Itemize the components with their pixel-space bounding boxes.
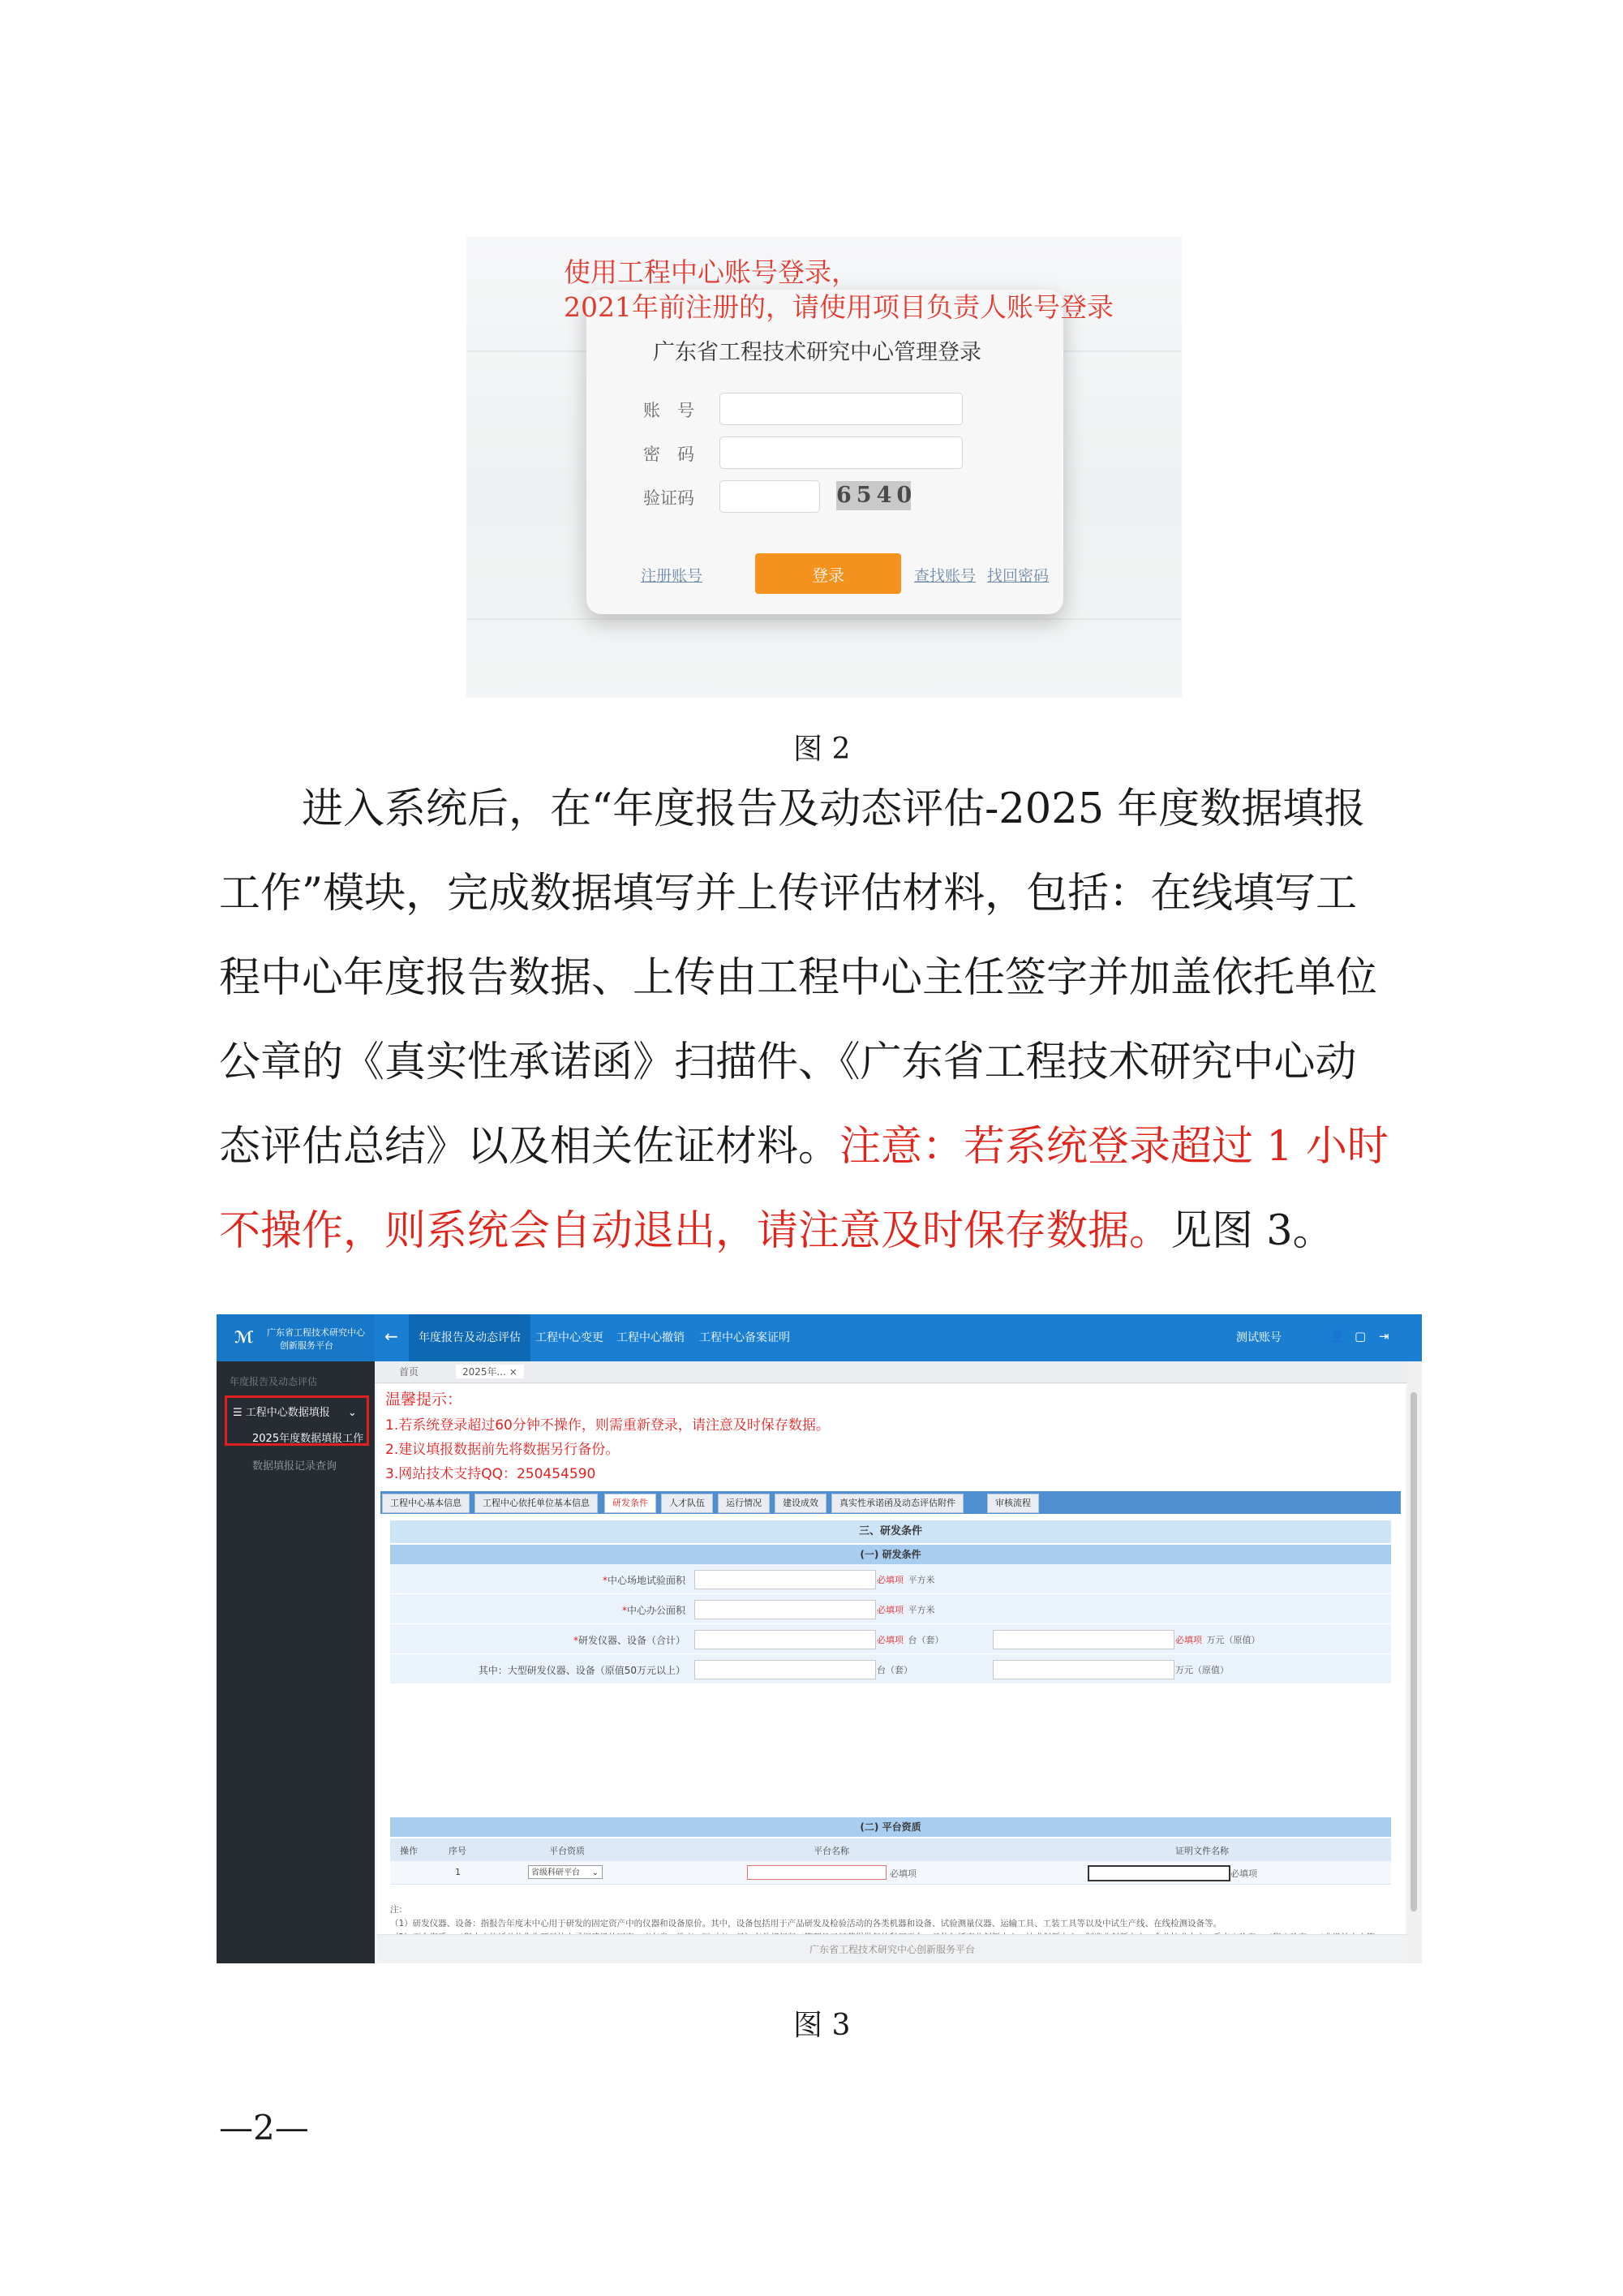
table-row bbox=[390, 1861, 1391, 1885]
field-label-equipment-total: *研发仪器、设备（合计） bbox=[573, 1635, 685, 1646]
col-seq: 序号 bbox=[449, 1846, 466, 1856]
figure-3-caption: 图 3 bbox=[793, 2009, 851, 2042]
login-title: 广东省工程技术研究中心管理登录 bbox=[653, 340, 981, 365]
login-annotation-2: 2021年前注册的，请使用项目负责人账号登录 bbox=[564, 291, 1114, 323]
subsection-rd-title: (一) 研发条件 bbox=[390, 1545, 1391, 1564]
platform-name-input[interactable] bbox=[747, 1865, 887, 1880]
field-label-large-equipment: 其中：大型研发仪器、设备（原值50万元以上） bbox=[478, 1665, 685, 1676]
tab-host-unit-info[interactable]: 工程中心依托单位基本信息 bbox=[474, 1494, 598, 1513]
nav-center-change[interactable]: 工程中心变更 bbox=[535, 1331, 603, 1344]
user-icon[interactable]: 👤 bbox=[1330, 1329, 1346, 1344]
recover-password-link[interactable]: 找回密码 bbox=[987, 567, 1050, 585]
sidebar-section-title: 年度报告及动态评估 bbox=[230, 1376, 318, 1387]
scrollbar-thumb[interactable] bbox=[1410, 1392, 1417, 1911]
equipment-count-input[interactable] bbox=[694, 1630, 876, 1649]
tab-center-basic-info[interactable]: 工程中心基本信息 bbox=[382, 1494, 470, 1513]
login-annotation-1: 使用工程中心账号登录， bbox=[564, 256, 858, 288]
notes-title: 注： bbox=[390, 1905, 407, 1915]
section-title: 三、研发条件 bbox=[390, 1520, 1391, 1543]
logo-icon: ℳ bbox=[234, 1327, 254, 1347]
col-platform-qualification: 平台资质 bbox=[549, 1846, 585, 1856]
platform-name-required: 必填项 bbox=[890, 1868, 917, 1879]
page-number: —2— bbox=[219, 2108, 309, 2148]
office-area-input[interactable] bbox=[694, 1600, 876, 1619]
page-tab-strip bbox=[375, 1361, 1407, 1383]
field-label-office-area: *中心办公面积 bbox=[621, 1605, 685, 1616]
register-link[interactable]: 注册账号 bbox=[641, 567, 703, 585]
system-screenshot bbox=[217, 1314, 1422, 1963]
paragraph-line-5 bbox=[219, 1123, 1389, 1172]
form-row bbox=[390, 1564, 1391, 1594]
screen-icon[interactable]: ▢ bbox=[1355, 1329, 1367, 1344]
equipment-value-hint: 必填项 万元（原值） bbox=[1175, 1635, 1260, 1645]
tab-review-process[interactable]: 审核流程 bbox=[987, 1494, 1039, 1513]
large-equipment-count-unit: 台（套） bbox=[877, 1665, 912, 1675]
office-area-hint: 必填项 平方米 bbox=[877, 1605, 935, 1615]
nav-annual-report[interactable]: 年度报告及动态评估 bbox=[409, 1314, 530, 1361]
col-platform-name: 平台名称 bbox=[814, 1846, 849, 1856]
figure-2-caption: 图 2 bbox=[793, 733, 851, 766]
sidebar-item-record-query[interactable]: 数据填报记录查询 bbox=[252, 1460, 337, 1473]
table-header bbox=[390, 1838, 1391, 1861]
captcha-input[interactable] bbox=[719, 480, 820, 513]
tab-commitment-attachments[interactable]: 真实性承诺函及动态评估附件 bbox=[831, 1494, 964, 1513]
paragraph-line-6 bbox=[219, 1207, 1334, 1256]
large-equipment-count-input[interactable] bbox=[694, 1660, 876, 1679]
paragraph-line-3: 程中心年度报告数据、上传由工程中心主任签字并加盖依托单位 bbox=[219, 954, 1378, 1002]
captcha-label: 验证码 bbox=[643, 488, 694, 508]
sidebar-group-label: 工程中心数据填报 bbox=[245, 1407, 330, 1419]
large-equipment-value-input[interactable] bbox=[993, 1660, 1174, 1679]
equipment-count-hint: 必填项 台（套） bbox=[877, 1635, 944, 1645]
tab-2025-entry[interactable]: 2025年... × bbox=[456, 1365, 524, 1378]
equipment-value-input[interactable] bbox=[993, 1630, 1174, 1649]
tab-talent-team[interactable]: 人才队伍 bbox=[661, 1494, 713, 1513]
highlight-box bbox=[225, 1395, 369, 1446]
logout-icon[interactable]: ⇥ bbox=[1379, 1329, 1389, 1344]
logo-text-2: 创新服务平台 bbox=[280, 1340, 333, 1351]
tip-2: 2.建议填报数据前先将数据另行备份。 bbox=[385, 1442, 620, 1458]
account-input[interactable] bbox=[719, 393, 963, 425]
form-row bbox=[390, 1654, 1391, 1684]
form-row bbox=[390, 1594, 1391, 1624]
tips-title: 温馨提示： bbox=[385, 1391, 463, 1408]
col-proof-file: 证明文件名称 bbox=[1175, 1846, 1229, 1856]
tip-3: 3.网站技术支持QQ：250454590 bbox=[385, 1466, 596, 1482]
tip-1: 1.若系统登录超过60分钟不操作，则需重新登录，请注意及时保存数据。 bbox=[385, 1417, 830, 1434]
test-area-input[interactable] bbox=[694, 1570, 876, 1589]
paragraph-line-1: 进入系统后，在“年度报告及动态评估-2025 年度数据填报 bbox=[302, 785, 1366, 833]
tab-rd-conditions[interactable]: 研发条件 bbox=[604, 1494, 656, 1513]
chevron-down-icon: ⌄ bbox=[347, 1407, 357, 1419]
platform-qualification-select[interactable]: 省级科研平台 ⌄ bbox=[528, 1865, 603, 1879]
tab-home[interactable]: 首页 bbox=[399, 1366, 419, 1378]
footer: 广东省工程技术研究中心创新服务平台 bbox=[377, 1934, 1407, 1963]
large-equipment-value-unit: 万元（原值） bbox=[1175, 1665, 1229, 1675]
paragraph-line-5-warning: 注意：若系统登录超过 1 小时 bbox=[839, 1123, 1389, 1171]
proof-file-input[interactable] bbox=[1088, 1865, 1230, 1881]
top-navbar bbox=[375, 1314, 1422, 1361]
login-button[interactable]: 登录 bbox=[755, 553, 901, 594]
proof-file-required: 必填项 bbox=[1230, 1868, 1257, 1879]
user-name[interactable]: 测试账号 bbox=[1236, 1331, 1282, 1344]
tab-achievements[interactable]: 建设成效 bbox=[775, 1494, 827, 1513]
paragraph-line-4: 公章的《真实性承诺函》扫描件、《广东省工程技术研究中心动 bbox=[219, 1038, 1357, 1086]
password-label: 密 码 bbox=[643, 445, 694, 464]
login-screenshot bbox=[466, 237, 1182, 698]
subsection-platform-title: (二) 平台资质 bbox=[390, 1817, 1391, 1837]
form-row bbox=[390, 1624, 1391, 1654]
paragraph-line-5-text: 态评估总结》以及相关佐证材料。 bbox=[219, 1123, 840, 1171]
note-1: （1）研发仪器、设备：指报告年度末中心用于研发的固定资产中的仪器和设备原价。其中，设备包括用于产品研发及检验活动的各类机器和设备、试验测量仪器、运输工具、工装工具等以及中试生产线、在线检测设备等。 bbox=[390, 1919, 1222, 1928]
paragraph-line-6-text: 见图 3。 bbox=[1170, 1207, 1334, 1255]
logo-text-1: 广东省工程技术研究中心 bbox=[267, 1327, 365, 1338]
row-seq: 1 bbox=[455, 1867, 461, 1877]
back-arrow-icon[interactable]: ← bbox=[384, 1326, 398, 1346]
find-account-link[interactable]: 查找账号 bbox=[914, 567, 977, 585]
form-tab-bar bbox=[380, 1491, 1401, 1514]
nav-center-revoke[interactable]: 工程中心撤销 bbox=[616, 1331, 685, 1344]
list-icon: ☰ bbox=[233, 1407, 246, 1419]
nav-center-record-proof[interactable]: 工程中心备案证明 bbox=[699, 1331, 790, 1344]
password-input[interactable] bbox=[719, 436, 963, 469]
field-label-test-area: *中心场地试验面积 bbox=[602, 1575, 685, 1586]
sidebar-item-2025-entry[interactable]: 2025年度数据填报工作 bbox=[252, 1433, 364, 1445]
tab-operation[interactable]: 运行情况 bbox=[718, 1494, 770, 1513]
col-operation: 操作 bbox=[400, 1846, 418, 1856]
logo bbox=[217, 1314, 375, 1361]
paragraph-line-6-warning: 不操作，则系统会自动退出，请注意及时保存数据。 bbox=[219, 1207, 1171, 1255]
paragraph-line-2: 工作”模块，完成数据填写并上传评估材料，包括：在线填写工 bbox=[219, 870, 1358, 918]
account-label: 账 号 bbox=[643, 401, 694, 420]
captcha-image[interactable]: 6540 bbox=[836, 481, 911, 510]
test-area-hint: 必填项 平方米 bbox=[877, 1575, 935, 1585]
main-content bbox=[377, 1384, 1406, 1934]
background-line bbox=[466, 618, 1182, 620]
